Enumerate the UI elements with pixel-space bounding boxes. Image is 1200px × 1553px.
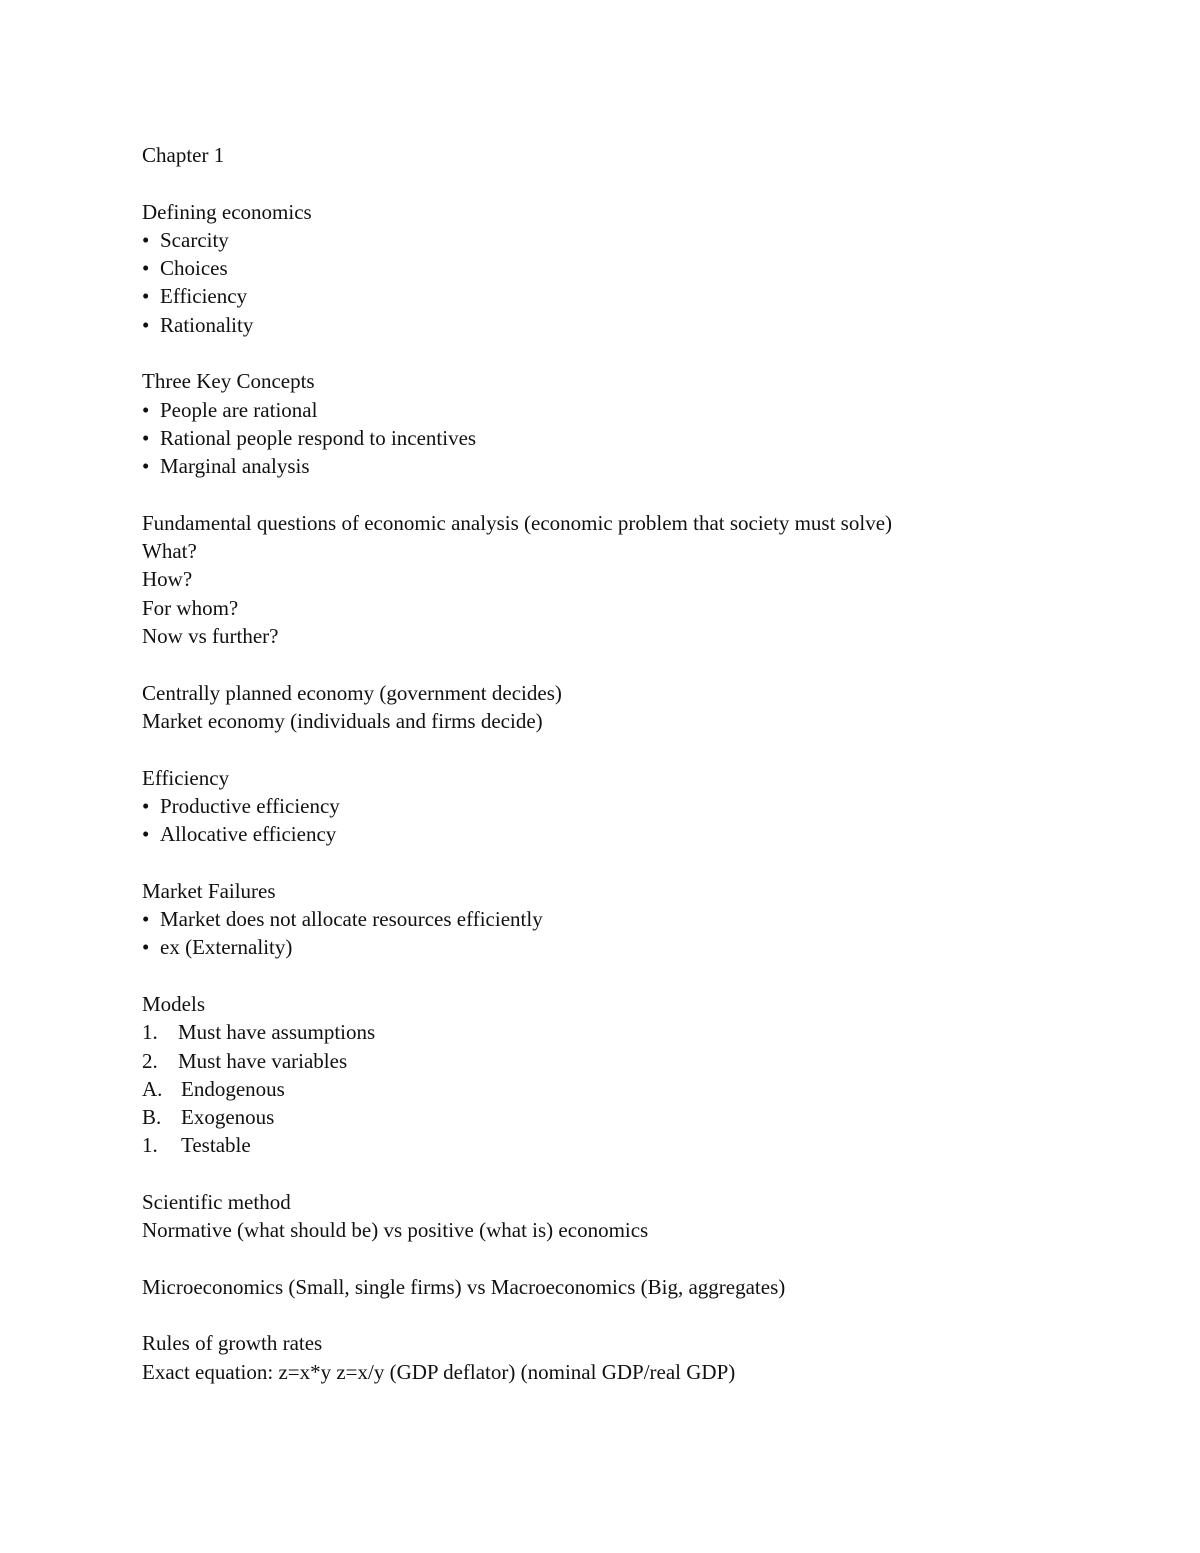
bullet-icon: •: [142, 397, 150, 422]
list-marker: 2.: [142, 1048, 158, 1073]
list-item-text: Choices: [160, 256, 228, 281]
question-line: How?: [142, 567, 193, 592]
spacer: [142, 962, 1102, 990]
list-marker: B.: [142, 1105, 162, 1130]
normative-positive-line: Normative (what should be) vs positive (what is) economics: [142, 1218, 649, 1243]
bullet-icon: •: [142, 256, 150, 281]
bullet-icon: •: [142, 284, 150, 309]
bullet-icon: •: [142, 822, 150, 847]
list-item: [142, 282, 1102, 310]
question-line: For whom?: [142, 595, 239, 620]
bullet-icon: •: [142, 425, 150, 450]
bullet-icon: •: [142, 312, 150, 337]
list-item: [142, 424, 1102, 452]
numbered-item: [142, 1131, 1102, 1159]
market-failures-heading: Market Failures: [142, 878, 276, 903]
list-item: [142, 820, 1102, 848]
bullet-icon: •: [142, 907, 150, 932]
efficiency-heading: Efficiency: [142, 765, 230, 790]
spacer: [142, 848, 1102, 876]
scientific-method-heading: Scientific method: [142, 1189, 291, 1214]
list-item-text: Must have variables: [178, 1048, 348, 1073]
list-marker: 1.: [142, 1133, 158, 1158]
list-item-text: Market does not allocate resources efficiently: [160, 907, 543, 932]
list-item: [142, 254, 1102, 282]
question-line: Now vs further?: [142, 624, 279, 649]
list-item-text: Exogenous: [181, 1105, 275, 1130]
market-economy-line: Market economy (individuals and firms decide): [142, 708, 543, 733]
numbered-item: [142, 1047, 1102, 1075]
defining-heading: Defining economics: [142, 199, 312, 224]
list-marker: 1.: [142, 1020, 158, 1045]
question-line: What?: [142, 539, 197, 564]
list-item: [142, 792, 1102, 820]
spacer: [142, 650, 1102, 678]
spacer: [142, 1245, 1102, 1273]
key-concepts-heading: Three Key Concepts: [142, 369, 315, 394]
spacer: [142, 169, 1102, 197]
questions-heading: Fundamental questions of economic analysis (economic problem that society must solve): [142, 510, 893, 535]
list-item-text: Rationality: [160, 312, 254, 337]
bullet-icon: •: [142, 793, 150, 818]
exact-equation-line: Exact equation: z=x*y z=x/y (GDP deflator) (nominal GDP/real GDP): [142, 1359, 736, 1384]
list-item-text: Rational people respond to incentives: [160, 425, 477, 450]
growth-rates-heading: Rules of growth rates: [142, 1331, 323, 1356]
list-item: [142, 311, 1102, 339]
planned-economy-line: Centrally planned economy (government decides): [142, 680, 562, 705]
list-item: [142, 226, 1102, 254]
chapter-title: Chapter 1: [142, 143, 225, 167]
lettered-item: [142, 1075, 1102, 1103]
micro-macro-line: Microeconomics (Small, single firms) vs Macroeconomics (Big, aggregates): [142, 1274, 786, 1299]
spacer: [142, 481, 1102, 509]
lettered-item: [142, 1103, 1102, 1131]
list-item: [142, 905, 1102, 933]
spacer: [142, 339, 1102, 367]
models-heading: Models: [142, 991, 205, 1016]
list-item-text: Testable: [181, 1133, 251, 1158]
list-item-text: Marginal analysis: [160, 454, 310, 479]
list-marker: A.: [142, 1076, 163, 1101]
list-item-text: Allocative efficiency: [160, 822, 337, 847]
numbered-item: [142, 1018, 1102, 1046]
bullet-icon: •: [142, 454, 150, 479]
list-item-text: Productive efficiency: [160, 793, 340, 818]
spacer: [142, 1160, 1102, 1188]
list-item: [142, 396, 1102, 424]
list-item-text: People are rational: [160, 397, 318, 422]
list-item-text: Endogenous: [181, 1076, 285, 1101]
document-page: [142, 141, 1102, 1386]
bullet-icon: •: [142, 227, 150, 252]
bullet-icon: •: [142, 935, 150, 960]
list-item-text: Must have assumptions: [178, 1020, 376, 1045]
spacer: [142, 735, 1102, 763]
list-item-text: Efficiency: [160, 284, 248, 309]
list-item: [142, 933, 1102, 961]
list-item-text: Scarcity: [160, 227, 229, 252]
spacer: [142, 1301, 1102, 1329]
list-item-text: ex (Externality): [160, 935, 293, 960]
list-item: [142, 452, 1102, 480]
